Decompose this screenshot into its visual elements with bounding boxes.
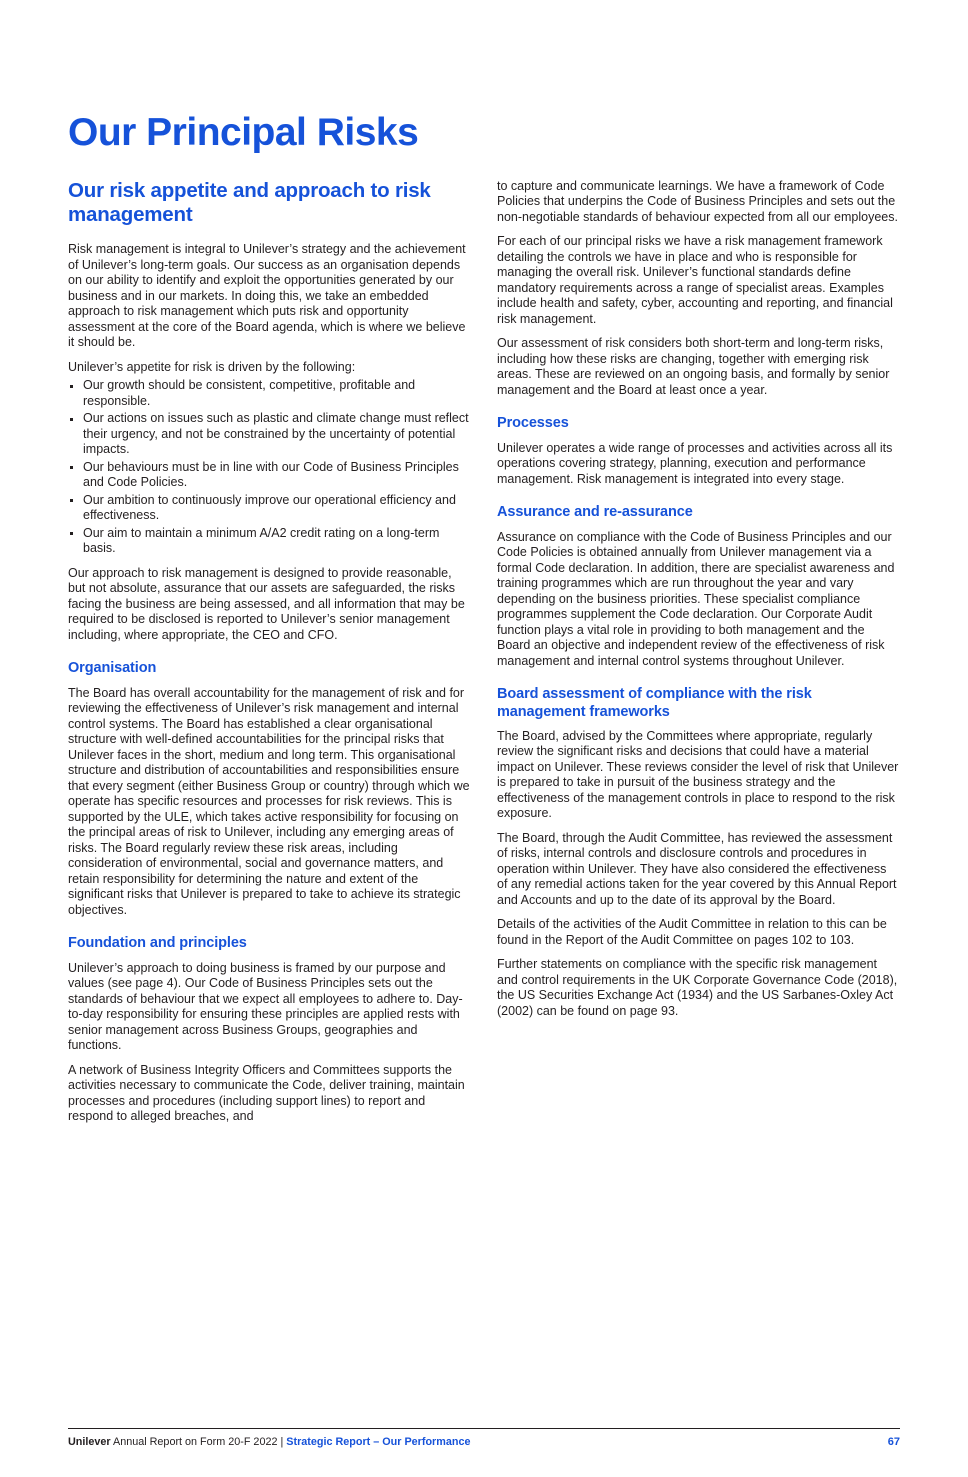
sub-heading-organisation: Organisation xyxy=(68,660,157,677)
paragraph-board-assessment-2: The Board, through the Audit Committee, has reviewed the assessment of risks, internal controls and disclosure controls and procedures in operation within Unilever. They have also considered the effectiveness of any remedial actions taken for the year covered by this Annual Report and Accounts and up to the date of its approval by the Board. xyxy=(497,830,897,907)
page-title: Our Principal Risks xyxy=(68,111,419,154)
footer-section-link: Strategic Report – Our Performance xyxy=(286,1435,471,1448)
list-item-actions: Our actions on issues such as plastic and climate change must reflect their urgency, and not be constrained by the uncertainty of potential impacts. xyxy=(68,411,471,458)
page-number: 67 xyxy=(887,1435,900,1448)
paragraph-risk-assessment: Our assessment of risk considers both short-term and long-term risks, including how these risks are changing, together with emerging risk areas. These are reviewed on an ongoing basis, and formally by senior management and the Board at least once a year. xyxy=(497,336,890,397)
paragraph-processes: Unilever operates a wide range of processes and activities across all its operations covering strategy, planning, execution and performance management. Risk management is integrated into every stage. xyxy=(497,440,893,486)
footer-report-name: Annual Report on Form 20-F 2022 | xyxy=(110,1435,287,1448)
paragraph-risk-management-intro: Risk management is integral to Unilever’s strategy and the achievement of Unilever’s long-term goals. Our success as an organisation depends on our ability to identify and exploit the opportunities generated by our business and in our markets. In doing this, we take an embedded approach to risk management which puts risk and opportunity assessment at the core of the Board agenda, which is where we believe it should be. xyxy=(68,242,466,350)
paragraph-compliance-statements: Further statements on compliance with the specific risk management and control requirements in the UK Corporate Governance Code (2018), the US Securities Exchange Act (1934) and the US Sarbanes-Oxley Act (2002) can be found on page 93. xyxy=(497,957,898,1018)
paragraph-foundation-2: A network of Business Integrity Officers and Committees supports the activities necessary to communicate the Code, deliver training, maintain processes and procedures (including support lines) to report and respond to alleged breaches, and xyxy=(68,1062,465,1124)
risk-appetite-bullet-list xyxy=(68,378,471,557)
paragraph-foundation-1: Unilever’s approach to doing business is framed by our purpose and values (see page 4). Our Code of Business Principles sets out the standards of behaviour that we expect all employees to adhere to. Day-to-day responsibility for ensuring these principles are applied rests with senior management across Business Groups, geographies and functions. xyxy=(68,960,463,1053)
paragraph-risk-appetite-intro: Unilever’s appetite for risk is driven by the following: xyxy=(68,359,356,374)
two-column-layout xyxy=(68,179,900,1134)
sub-heading-processes: Processes xyxy=(497,415,569,432)
list-item-credit-rating: Our aim to maintain a minimum A/A2 credit rating on a long-term basis. xyxy=(68,526,471,557)
page-footer xyxy=(68,1428,900,1449)
footer-report-title xyxy=(68,1436,470,1449)
left-column xyxy=(68,179,471,1134)
paragraph-risk-framework: For each of our principal risks we have a risk management framework detailing the controls we have in place and who is responsible for managing the overall risk. Unilever’s functional standards define mandatory requirements across a range of specialist areas. Examples include health and safety, cyber, accounting and reporting, and financial risk management. xyxy=(497,234,893,326)
right-column xyxy=(497,179,900,1134)
paragraph-audit-committee-details: Details of the activities of the Audit Committee in relation to this can be found in the Report of the Audit Committee on pages 102 to 103. xyxy=(497,917,887,947)
report-page xyxy=(0,112,968,1134)
paragraph-assurance: Assurance on compliance with the Code of Business Principles and our Code Policies is obtained annually from Unilever management via a formal Code declaration. In addition, there are specialist awareness and training programmes which are run throughout the year and vary depending on the business priorities. These specialist compliance programmes supplement the Code declaration. Our Corporate Audit function plays a vital role in providing to both management and the Board an objective and independent review of the effectiveness of risk management and internal control systems throughout Unilever. xyxy=(497,529,895,668)
list-item-growth: Our growth should be consistent, competitive, profitable and responsible. xyxy=(68,378,471,409)
sub-heading-board-assessment: Board assessment of compliance with the risk management frameworks xyxy=(497,686,812,720)
paragraph-board-assessment-1: The Board, advised by the Committees where appropriate, regularly review the significant risks and decisions that could have a material impact on Unilever. These reviews consider the level of risk that Unilever is prepared to take in pursuit of the business strategy and the effectiveness of the management controls in place to respond to the risk exposure. xyxy=(497,728,899,821)
sub-heading-foundation: Foundation and principles xyxy=(68,935,247,952)
paragraph-code-policies: to capture and communicate learnings. We have a framework of Code Policies that underpins the Code of Business Principles and sets out the non-negotiable standards of behaviour expected from all our employees. xyxy=(497,178,898,224)
list-item-behaviours: Our behaviours must be in line with our Code of Business Principles and Code Policies. xyxy=(68,460,471,491)
section-heading-risk-appetite: Our risk appetite and approach to risk management xyxy=(68,178,431,227)
list-item-ambition: Our ambition to continuously improve our operational efficiency and effectiveness. xyxy=(68,493,471,524)
sub-heading-assurance: Assurance and re-assurance xyxy=(497,504,693,521)
footer-brand: Unilever xyxy=(68,1435,111,1448)
paragraph-risk-approach: Our approach to risk management is designed to provide reasonable, but not absolute, assurance that our assets are safeguarded, the risks facing the business are being assessed, and all information that may be required to be disclosed is reported to Unilever’s senior management including, where appropriate, the CEO and CFO. xyxy=(68,565,465,642)
paragraph-organisation: The Board has overall accountability for the management of risk and for reviewing the effectiveness of Unilever’s risk management and internal control systems. The Board has established a clear organisational structure with well-defined accountabilities for the principal risks that Unilever faces in the short, medium and long term. This organisational structure and distribution of accountabilities and responsibilities ensure that every segment (either Business Group or country) through which we operate has specific resources and processes for risk reviews. This is supported by the ULE, which takes active responsibility for focusing on the principal areas of risk to Unilever, including any emerging areas of risks. The Board regularly review these risk areas, including consideration of environmental, social and governance matters, and retain responsibility for determining the nature and extent of the significant risks that Unilever is prepared to take to achieve its strategic objectives. xyxy=(68,685,470,917)
